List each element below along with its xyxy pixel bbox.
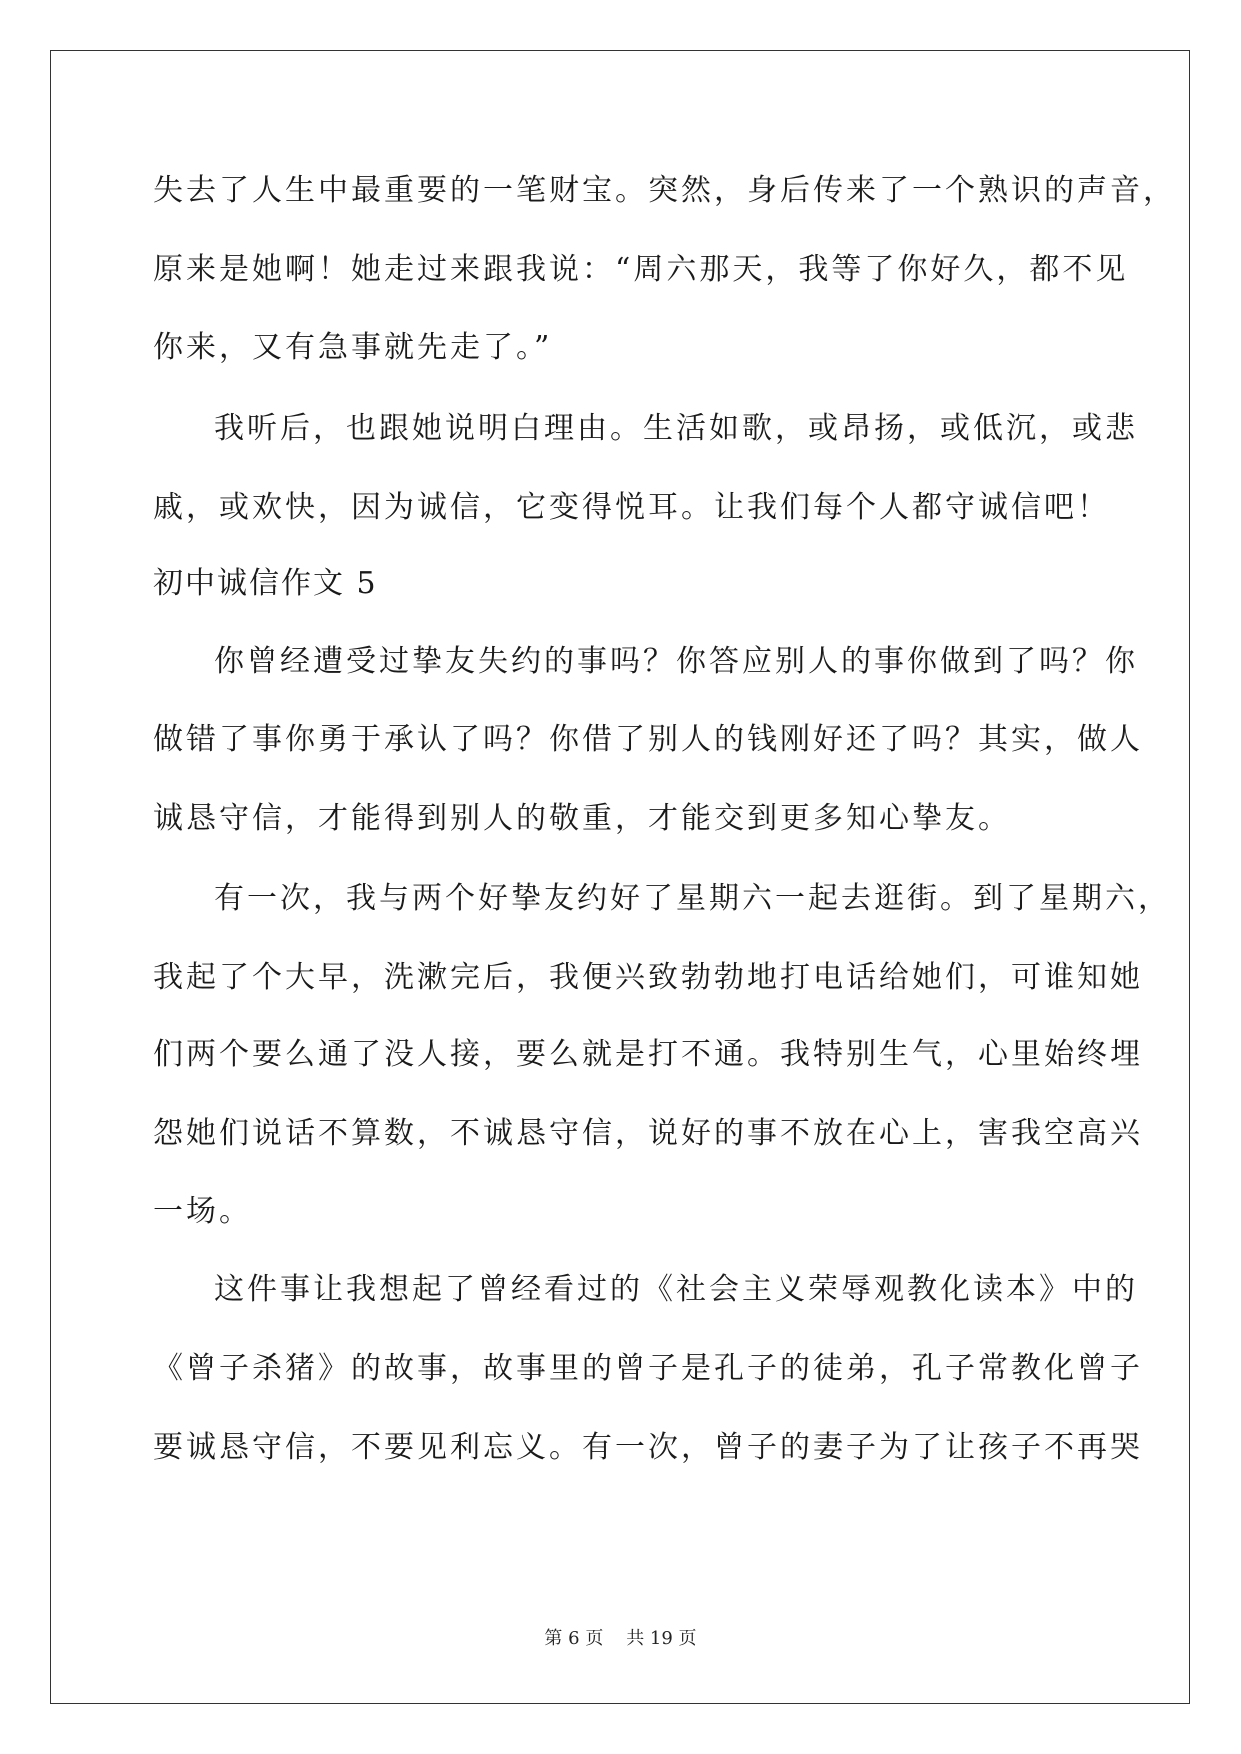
section-heading: 初中诚信作文 5 <box>153 566 378 601</box>
body-text-line: 们两个要么通了没人接，要么就是打不通。我特别生气，心里始终埋 <box>153 1037 1143 1072</box>
paragraph-first-line: 有一次，我与两个好挚友约好了星期六一起去逛街。到了星期六， <box>214 881 1171 916</box>
body-text-line: 诚恳守信，才能得到别人的敬重，才能交到更多知心挚友。 <box>153 801 1011 836</box>
body-text-line: 怨她们说话不算数，不诚恳守信，说好的事不放在心上，害我空高兴 <box>153 1116 1143 1151</box>
paragraph-first-line: 你曾经遭受过挚友失约的事吗？你答应别人的事你做到了吗？你 <box>214 644 1138 679</box>
body-text-line: 原来是她啊！她走过来跟我说：“周六那天，我等了你好久，都不见 <box>153 252 1129 287</box>
page-footer: 第 6 页 共 19 页 <box>544 1628 697 1649</box>
body-text-line: 失去了人生中最重要的一笔财宝。突然，身后传来了一个熟识的声音， <box>153 173 1176 208</box>
body-text-line: 一场。 <box>153 1194 252 1229</box>
body-text-line: 做错了事你勇于承认了吗？你借了别人的钱刚好还了吗？其实，做人 <box>153 722 1143 757</box>
body-text-line: 要诚恳守信，不要见利忘义。有一次，曾子的妻子为了让孩子不再哭 <box>153 1430 1143 1465</box>
paragraph-first-line: 这件事让我想起了曾经看过的《社会主义荣辱观教化读本》中的 <box>214 1272 1138 1307</box>
body-text-line: 你来，又有急事就先走了。” <box>153 330 553 365</box>
body-text-line: 《曾子杀猪》的故事，故事里的曾子是孔子的徒弟，孔子常教化曾子 <box>153 1351 1143 1386</box>
body-text-line: 戚，或欢快，因为诚信，它变得悦耳。让我们每个人都守诚信吧！ <box>153 490 1110 525</box>
body-text-line: 我起了个大早，洗漱完后，我便兴致勃勃地打电话给她们，可谁知她 <box>153 960 1143 995</box>
paragraph-first-line: 我听后，也跟她说明白理由。生活如歌，或昂扬，或低沉，或悲 <box>214 411 1138 446</box>
